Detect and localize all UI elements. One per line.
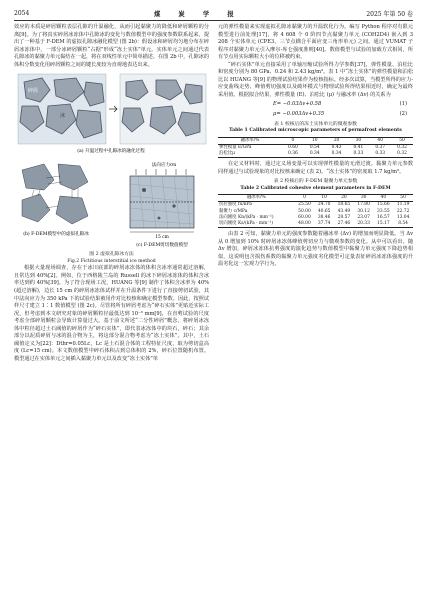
table-cell: 8.54 — [393, 221, 413, 228]
table-cell: 13.04 — [396, 214, 410, 220]
table-cell: 48.00 — [295, 221, 315, 228]
equation-1-formula: E= −0.03Δv+0.58 — [273, 101, 322, 108]
table-cell: 23.07 — [357, 214, 370, 220]
left-paragraph-1: 效应的本质是碎屑颗粒表层孔隙的升温融化，从而引起黏聚力的降低和碎屑颗粒的分离[9]。为了将真实碎屑冰冻体中孔隙冰的变化与数值模型中的强度参数联系起来，提出了一种基于 F-DEM 的虚拟孔隙冰融化模型 (图 2b)：假设冰和碎屑均匀地分布在碎屑冰冻体中，一部分冰碎屑颗粒“占据”形成“冻土实体”单元。实体单元之间通过代表孔隙冰的黏聚力单元黏结在一起，将在双线性单元中简单描述。在图 2b 中，孔隙冰的体积分数变化用碎屑颗粒之间的键长度较为直观地表达出来。 — [14, 24, 209, 68]
table-cell: 25.50 — [298, 202, 311, 208]
figure-2 — [14, 72, 209, 265]
table-1-caption-en: Table 1 Calibrated microscopic parameters of permafrost elements — [229, 128, 402, 134]
table-cell: 0.37 — [375, 144, 386, 150]
table-1-header-cell: 50 — [391, 137, 413, 144]
table-cell: 法向刚度 Kn/(kPa · mm⁻¹) — [219, 214, 274, 220]
table-1-header-cell: 10 — [304, 137, 326, 144]
subfigure-b-label: (b) F-DEM模型中的虚拟孔隙冰 — [23, 231, 89, 237]
table-2-header-cell: 50 — [393, 195, 413, 202]
equation-1-number: (1) — [399, 101, 407, 108]
table-1-header-cell: 30 — [347, 137, 369, 144]
table-2-header-row — [218, 195, 413, 202]
ice-label: 冰 — [60, 113, 66, 120]
table-row — [218, 221, 413, 228]
table-cell: 0.32 — [391, 151, 413, 158]
table-cell: 泊松比μ — [218, 151, 282, 158]
table-cell: 30.12 — [357, 208, 370, 214]
table-cell: 0.54 — [309, 144, 320, 150]
running-header — [14, 6, 413, 21]
page-number: 2054 — [14, 9, 30, 17]
gravel-label: 碎屑 — [28, 88, 39, 95]
normal-stress-label: 法向应力σn — [151, 162, 177, 168]
equation-2-number: (2) — [399, 111, 407, 118]
table-row — [218, 202, 413, 209]
table-2-header-cell: 10 — [314, 195, 334, 202]
right-paragraph-3: 在定义材料时，通过定义场变量可以实现弹性模量的无滑过渡。黏聚力单元参数同样通过与试验现象的对比校核来确定 (表 2)。“冻土实体”的密度取 1.7 kg/m³。 — [218, 161, 413, 175]
table-1-header-cell: 40 — [369, 137, 391, 144]
table-cell: 0.41 — [353, 144, 364, 150]
table-cell: 11.19 — [396, 202, 410, 208]
left-paragraph-2: 根据大量现场调查，存在于冰川底部的碎屑冰冻体的体积含冰率通常超过溶解，且常达到 40%[2]。例如，位于西格陵兰岛的 Russell 的冰下碎屑冰冻体的体积含冰率达到约 40%[39]。为了符合现场工况，HUANG 等[9] 制作了体积含冰率为 40%(超过溶解)，边长 15 cm 的碎屑冰冻体试样并在升温条件下进行了直接剪切试验，其中法向应力为 350 kPa 下的试验结果被用作对比校核和确定模型参数。因此，按照试样尺寸建立 1∶1 数值模型 (图 2c)。尽管将所有碎屑考虑为“碎石实体”更贴近实际工况，但考虑到本文研究对象的碎屑颗粒径最低达到 10⁻³ mm[9]，在直剪试验的尺度考虑全部碎屑颗粒会导致计算量过大。基于前文所述“二分性碎屑”概念，将碎屑冰冻体中粒径超过土石阈值的碎屑作为“碎石实体”，即代表冰冻体中的块石，碎石；其余部分以泥质碎屑与冰的混合物为主，将这部分混合物考虑为“冻土实体”。其中，土石阈值定义为[22]：Dthr=0.05Lc，Lc 是土石混合体的工程特征尺度，取为剪切盒高度 (Lc=15 cm)。本文数值模型中碎石体积占到总体积的 2%，碎石位置随机布置。模型通过在实体单元之间插入黏聚力单元以及改变“冻土实体”单 — [14, 265, 209, 362]
volume-info: 2025 年第 50 卷 — [366, 10, 413, 18]
table-cell: 38.46 — [317, 214, 331, 220]
table-cell: 0.34 — [304, 151, 326, 158]
table-cell: 0.60 — [288, 144, 298, 150]
equation-1 — [218, 101, 413, 109]
pore-ice-melting-illustration — [14, 72, 209, 156]
journal-title: 煤 炭 学 报 — [153, 10, 242, 18]
table-2-header-cell: 0 — [295, 195, 315, 202]
figure-caption-cn: 图 2 虚拟孔隙冰方法 — [89, 252, 134, 258]
table-cell: 0.36 — [282, 151, 304, 158]
table-cell: 弹性模量 E/GPa — [219, 144, 252, 150]
table-cell: 37.74 — [314, 221, 334, 228]
table-1-header-cell: 0 — [282, 137, 304, 144]
table-cell: 15.17 — [373, 221, 393, 228]
left-column — [14, 24, 209, 363]
right-column — [218, 24, 413, 269]
table-2-caption-en: Table 2 Calibrated cohesive element parameters in F-DEM — [240, 185, 391, 191]
table-cell: 20.33 — [354, 221, 374, 228]
table-cell: 43.49 — [337, 208, 351, 214]
table-cell: 0.43 — [331, 144, 342, 150]
table-cell: 22.72 — [396, 208, 410, 214]
table-cell: 0.34 — [326, 151, 348, 158]
right-paragraph-2: “碎石实体”单元直接采用了单轴压缩试验所得力学参数[37]，弹性模量、泊松比和密度分别为 80 GPa、0.24 和 2.43 kg/m³。表 1 中“冻土实体”的弹性模量和泊松比以 HUANG 等[9] 的物理试验结果作为校核指标。经多次试算，当模型所得的应力-应变曲线走势、峰值剪切强度以及破坏模式与物理试验所得结果相近时，确定为最终采用值。根据拟合结果，弹性模量 (E)、泊松比 (μ) 与融冰率 (Δv) 的关系为 — [218, 61, 413, 98]
table-row — [218, 151, 413, 158]
table-1 — [218, 137, 413, 159]
table-cell: 0.33 — [369, 151, 391, 158]
table-cell: 0.33 — [347, 151, 369, 158]
table-1-header-cell: 20 — [326, 137, 348, 144]
table-cell: 50.00 — [298, 208, 311, 214]
table-cell: 40.65 — [317, 208, 331, 214]
subfigure-c-label: (c) F-DEM剪切数值模型 — [136, 242, 188, 248]
table-cell: 33.55 — [377, 208, 390, 214]
table-2-header-cell: 融冰率/% — [218, 195, 295, 202]
fdem-model-illustration — [14, 160, 209, 248]
table-2-header-cell: 30 — [354, 195, 374, 202]
table-cell: 28.57 — [337, 214, 351, 220]
table-cell: 16.57 — [377, 214, 390, 220]
table-cell: 0.32 — [397, 144, 407, 150]
table-cell: 27.46 — [334, 221, 354, 228]
figure-caption-en: Fig.2 Fictitious interstitial ice method — [67, 259, 156, 265]
table-2-header-cell: 20 — [334, 195, 354, 202]
table-cell: 24.70 — [317, 202, 331, 208]
table-cell: 17.80 — [357, 202, 370, 208]
table-2 — [218, 194, 413, 228]
right-paragraph-1: 元的弹性模量来实现虚拟孔隙冰黏聚力的升温软化行为。编写 Python 程序对有限元模型进行前处理[17]，将 4 608 个 0 阶四节点黏聚力单元 (COH2D4) 嵌入到 3 208 个实体单元 (CPE3，三节点耦合平面应变三角形单元) 之间。通过 VUMAT 子程序对黏聚力单元引入摩尔-库仑强度准则[40]。数值模型与试验的加载方式相同，所有节点用实际颗粒大小的位移被约束。 — [218, 24, 413, 61]
table-1-header-cell: 融冰率/% — [218, 137, 282, 144]
table-cell: 60.00 — [298, 214, 311, 220]
dimension-label: 15 cm — [155, 234, 169, 240]
table-cell: 黏聚力 c/MPa — [219, 208, 248, 214]
right-paragraph-4: 由表 2 可知，黏聚力单元的强度参数随着融冰率 (Δv) 的增加而明显降低。当 Δv 从 0 增加到 10% 时碎屑冰冻体峰值剪切应力与微观参数的变化。从中可以看出，随 Δv 增加，碎屑冰冻体抗剪强度的演化趋势与数值模型中黏聚力单元强度下降趋势相似，这说明包含损伤系数的黏聚力单元强度劣化模型可定量表征碎屑冰冻体强度的升温劣化这一宏观力学行为。 — [218, 231, 413, 268]
table-2-header-cell: 40 — [373, 195, 393, 202]
table-cell: 15.66 — [377, 202, 390, 208]
table-1-caption-cn: 表 1 校核后的冻土实体单元的微观参数 — [274, 121, 357, 127]
equation-2 — [218, 111, 413, 119]
subfigure-a-label: (a) 升温过程中孔隙冰的融化过程 — [77, 149, 145, 155]
table-cell: 切向刚度 Ks/(kPa · mm⁻¹) — [218, 221, 295, 228]
table-2-caption-cn: 表 2 校核后的 F-DEM 黏聚力单元参数 — [273, 179, 358, 185]
table-cell: 抗拉强度 fu/kPa — [219, 202, 252, 208]
table-row — [218, 144, 413, 151]
equation-2-formula: μ= −0.003Δv+0.35 — [273, 111, 325, 118]
table-cell: 18.65 — [337, 202, 351, 208]
table-1-header-row — [218, 137, 413, 144]
